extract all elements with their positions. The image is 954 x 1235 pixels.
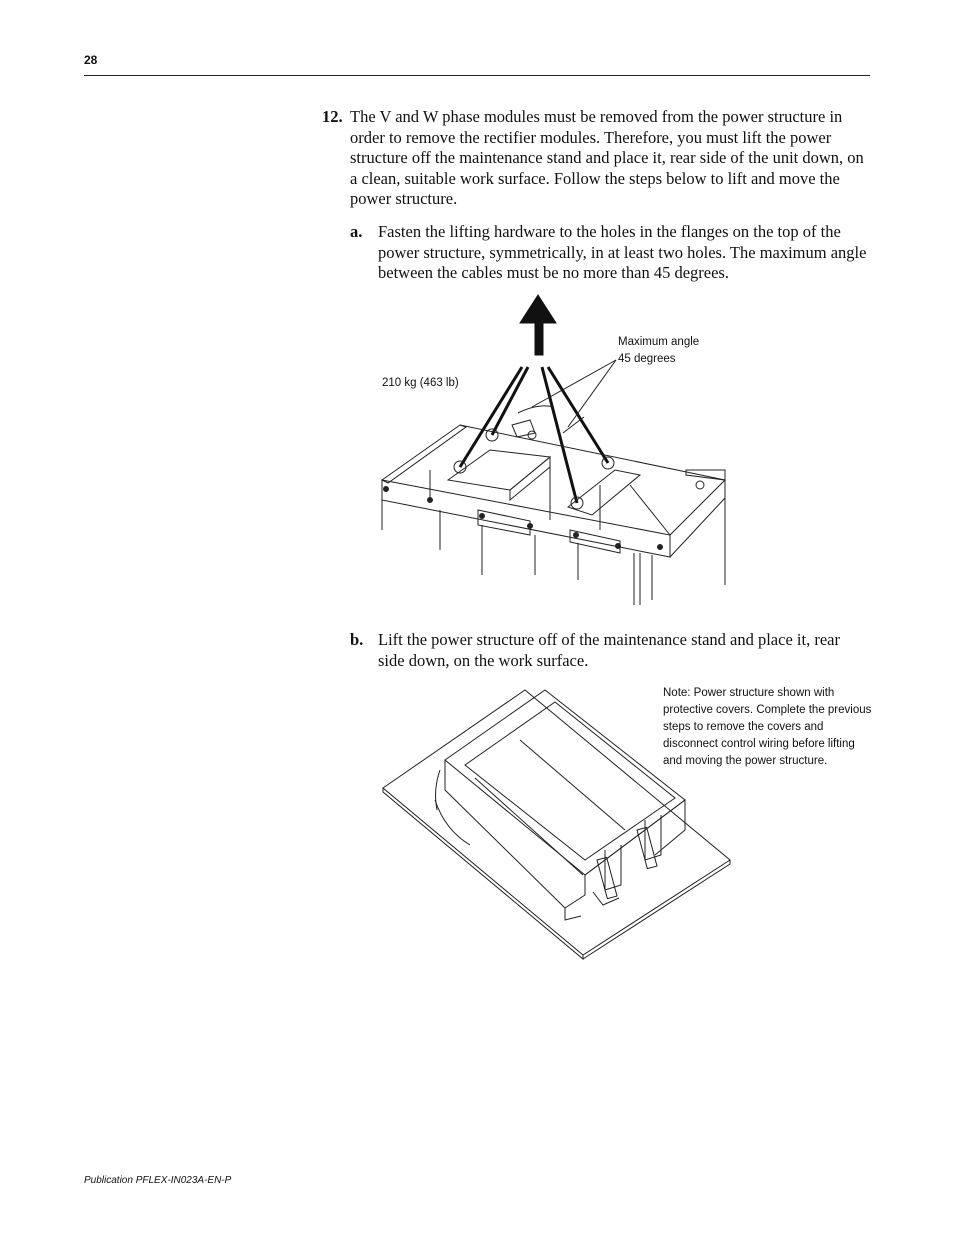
lifting-cables [460,367,608,503]
weight-label: 210 kg (463 lb) [382,377,459,389]
substep-a-letter: a. [350,222,363,241]
angle-arc [518,406,554,413]
power-structure-frame [382,420,725,605]
max-angle-label: Maximum angle 45 degrees [618,336,700,365]
step-12-text: The V and W phase modules must be removed from the power structure in order to remove the rectifier modules. Therefore, you must lift the power structure off the maintenance stand and place it, rear side of the unit down, on a clean, suitable work surface. Follow the steps below to lift and move the power structure. [350,107,864,208]
page-number: 28 [84,53,98,67]
lift-arrow-icon [520,295,556,355]
substep-b-letter: b. [350,630,364,649]
protective-covers-note: Note: Power structure shown with protective covers. Complete the previous steps to remove the covers and disconnect control wiring before lifting and moving the power structure. [663,687,872,767]
power-structure-box [435,690,685,920]
substep-a-text: Fasten the lifting hardware to the holes in the flanges on the top of the power structure, symmetrically, in at least two holes. The maximum angle between the cables must be no more than 45 degrees. [378,222,867,282]
substep-b-text: Lift the power structure off of the maintenance stand and place it, rear side down, on the work surface. [378,630,840,670]
step-12-number: 12. [322,107,343,126]
header-rule [84,75,870,76]
publication-footer: Publication PFLEX-IN023A-EN-P [84,1175,232,1186]
